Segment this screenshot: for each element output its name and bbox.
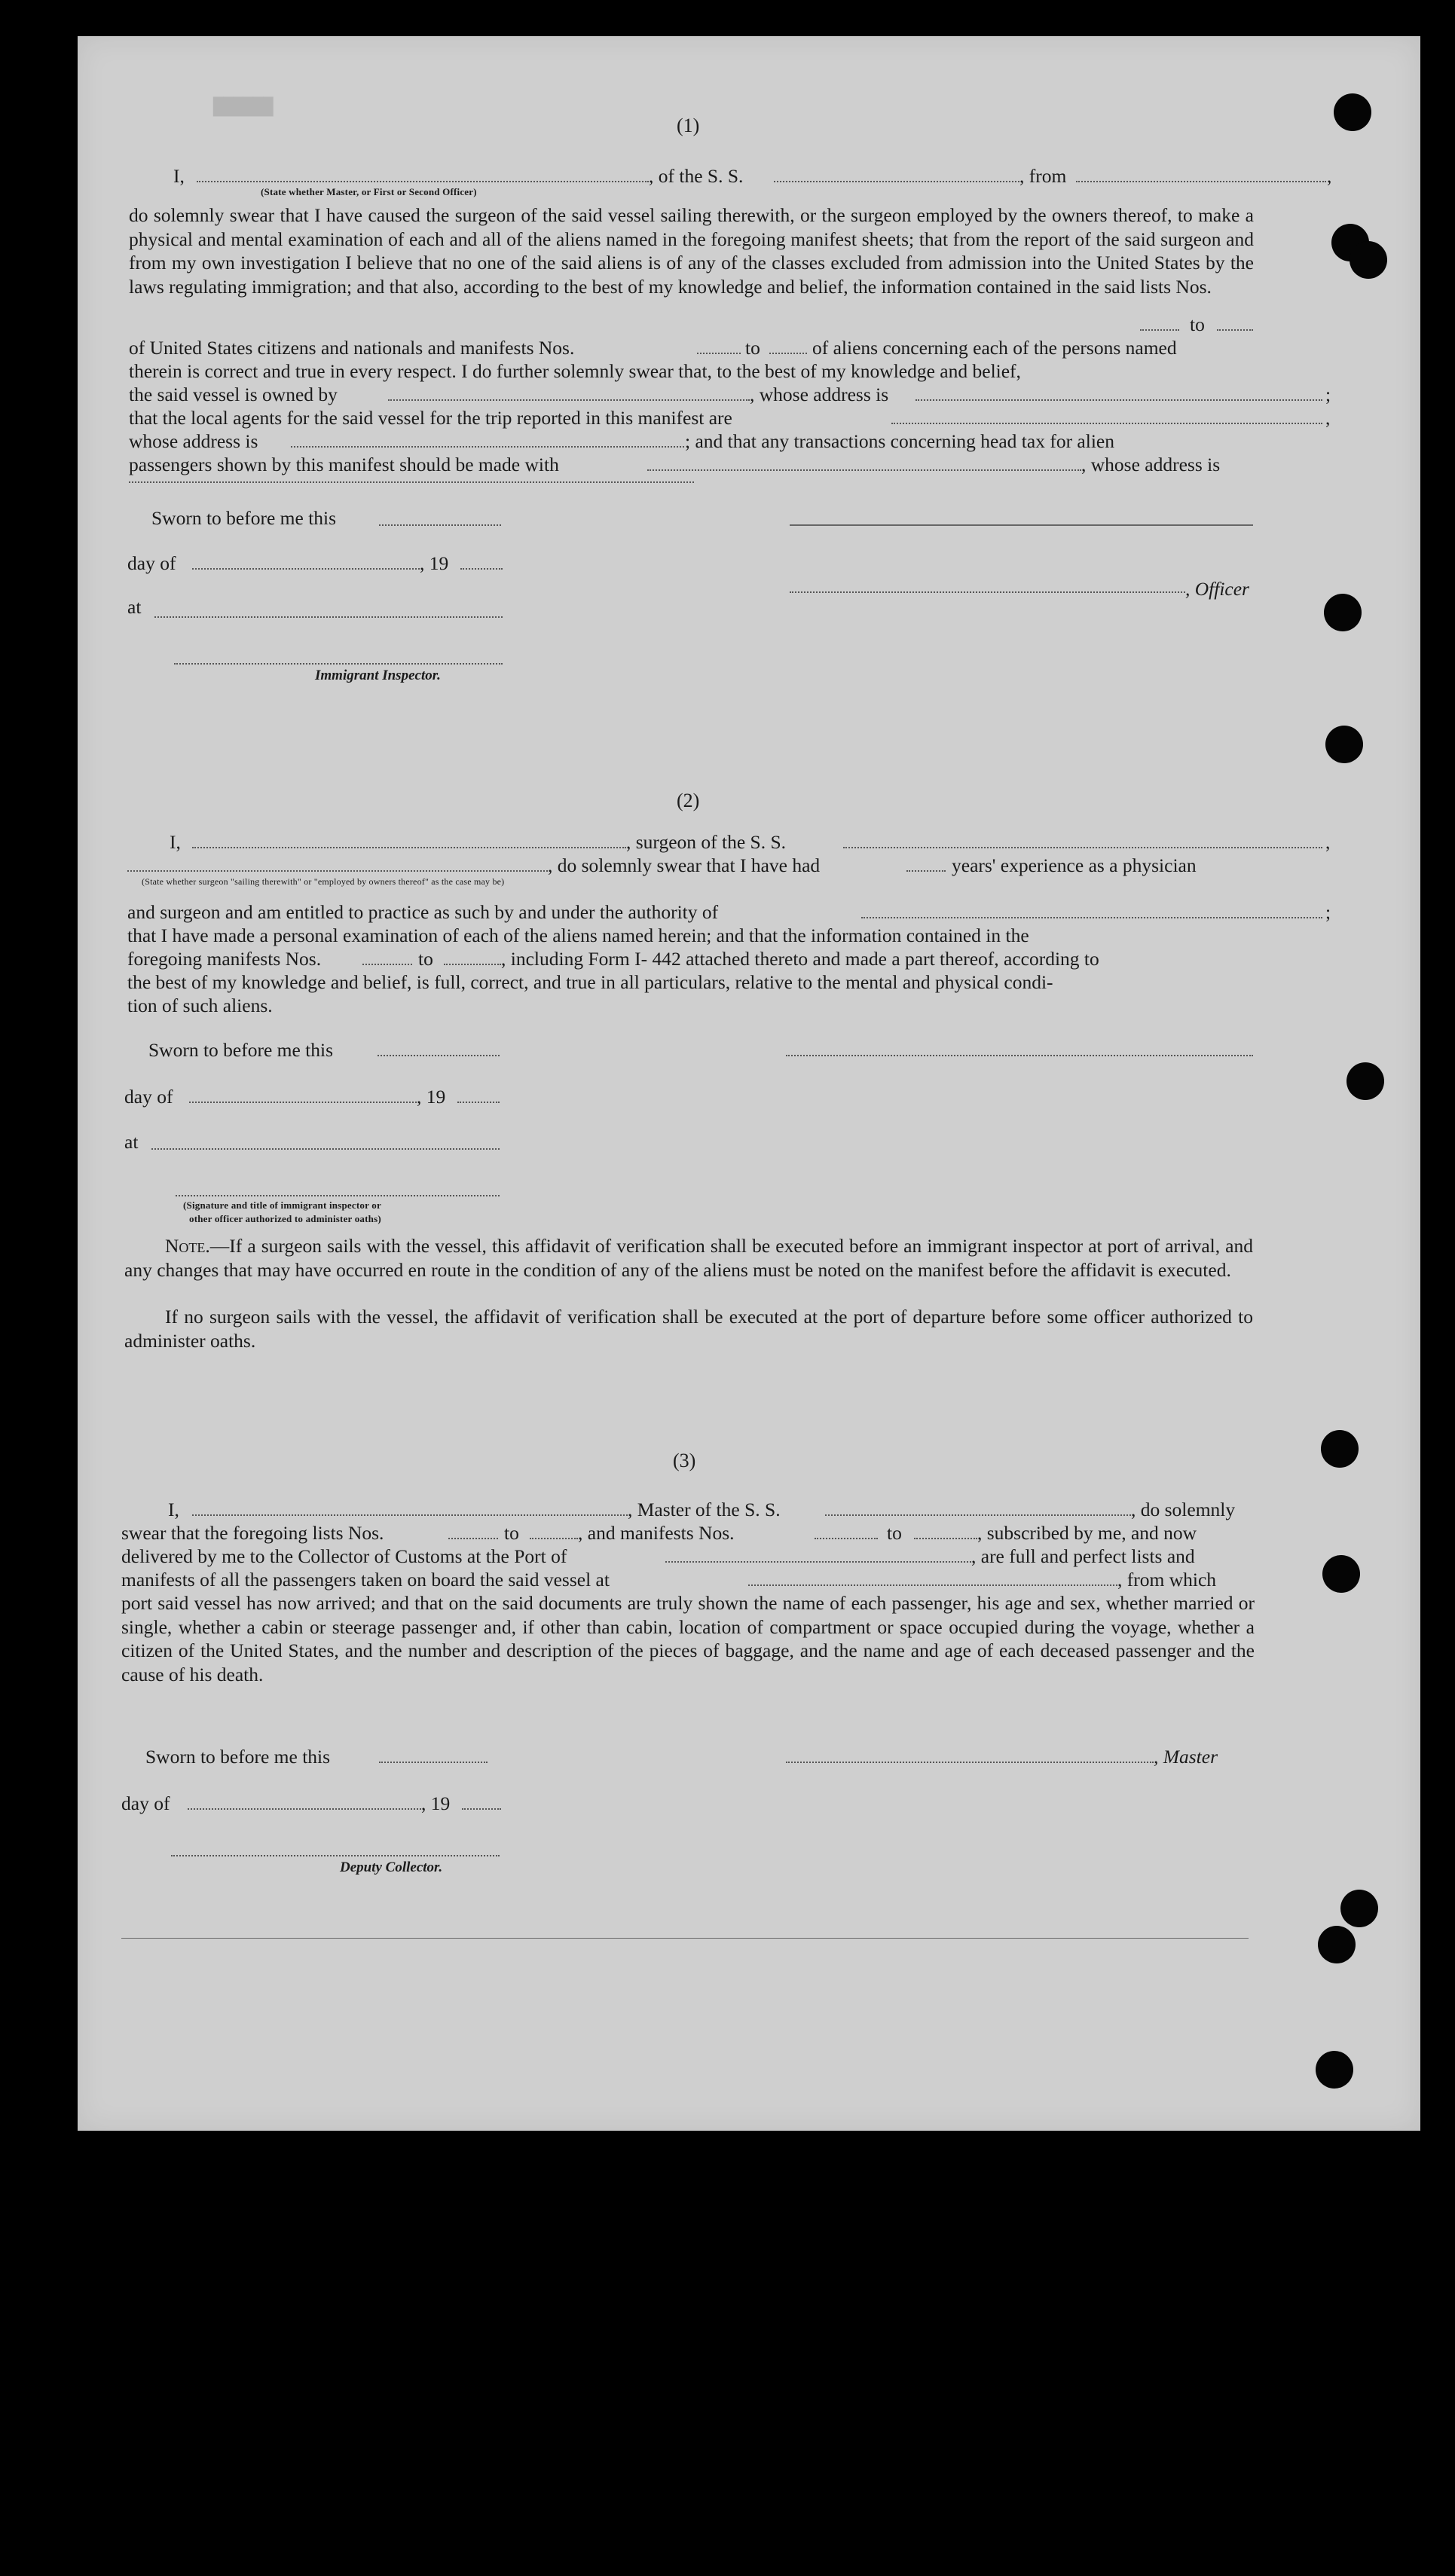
s1-semicolon-1: ; <box>1325 383 1331 405</box>
s3-manifests-to-label: to <box>887 1522 902 1544</box>
s1-owner-address-field[interactable] <box>915 399 1322 401</box>
s1-year-field[interactable] <box>460 568 503 570</box>
s2-year-field[interactable] <box>457 1102 500 1103</box>
s3-manifests-to-field[interactable] <box>914 1538 977 1539</box>
s2-foregoing-from-field[interactable] <box>362 964 412 965</box>
s3-swear-lists-label: swear that the foregoing lists Nos. <box>121 1522 384 1544</box>
s3-delivered-label: delivered by me to the Collector of Customs at the Port of <box>121 1545 567 1567</box>
s2-examination-text: that I have made a personal examination of each of the aliens named herein; and that the information contained in the <box>127 924 1029 946</box>
bleed-through-text: ██████ <box>213 98 274 117</box>
s3-port-field[interactable] <box>665 1561 971 1563</box>
s1-local-agents-label: that the local agents for the said vessel for the trip reported in this manifest are <box>129 407 732 429</box>
s3-full-perfect-label: , are full and perfect lists and <box>971 1545 1195 1567</box>
s1-owner-address-label: , whose address is <box>750 383 889 405</box>
s3-sworn-label: Sworn to before me this <box>145 1746 331 1768</box>
s3-year-label: , 19 <box>421 1792 451 1814</box>
s2-vessel-name-field[interactable] <box>843 847 1322 848</box>
s2-foregoing-label: foregoing manifests Nos. <box>127 948 322 970</box>
s3-manifests-label: , and manifests Nos. <box>578 1522 735 1544</box>
s2-no-surgeon-paragraph: If no surgeon sails with the vessel, the affidavit of verification shall be executed at the port of departure before some officer authorized to administer oaths. <box>124 1306 1253 1352</box>
s2-at-label: at <box>124 1131 139 1153</box>
s2-belief-text: the best of my knowledge and belief, is full, correct, and true in all particulars, relative to the mental and physical condi- <box>127 971 1053 993</box>
punch-hole-7 <box>1321 1430 1359 1468</box>
s1-owned-by-label: the said vessel is owned by <box>129 383 338 405</box>
s2-swear-label: , do solemnly swear that I have had <box>548 854 821 876</box>
s1-officer-name-field[interactable] <box>197 181 649 182</box>
s3-master-name-field[interactable] <box>192 1514 628 1516</box>
s2-note-paragraph <box>124 1234 1253 1282</box>
s1-agent-address-field[interactable] <box>291 446 684 448</box>
s2-day-of-field[interactable] <box>189 1102 417 1103</box>
s2-foregoing-to-field[interactable] <box>444 964 501 965</box>
s3-lists-from-field[interactable] <box>448 1538 498 1539</box>
s1-head-tax-agent-field[interactable] <box>647 469 1081 471</box>
s2-day-of-label: day of <box>124 1086 173 1108</box>
s1-manifests-to-label: to <box>745 337 760 359</box>
s1-lists-to-field[interactable] <box>1217 329 1253 331</box>
s3-day-of-field[interactable] <box>188 1808 421 1810</box>
punch-hole-9 <box>1340 1890 1378 1927</box>
s2-sig-caption-2: other officer authorized to administer oaths) <box>189 1213 381 1224</box>
s1-comma: , <box>1327 165 1332 187</box>
s1-local-agents-field[interactable] <box>891 423 1322 424</box>
s1-manifests-from-field[interactable] <box>697 353 741 354</box>
s2-i-label: I, <box>170 831 181 853</box>
section-3-number: (3) <box>673 1450 696 1471</box>
punch-hole-6 <box>1346 1062 1384 1100</box>
s2-comma: , <box>1325 831 1331 853</box>
s3-subscribed-label: , subscribed by me, and now <box>977 1522 1197 1544</box>
s2-sworn-label: Sworn to before me this <box>148 1039 334 1061</box>
s2-sworn-date-field[interactable] <box>378 1055 500 1056</box>
s1-lists-from-field[interactable] <box>1140 329 1179 331</box>
s1-officer-text: , Officer <box>1185 578 1249 600</box>
s3-boarding-port-field[interactable] <box>748 1584 1117 1586</box>
s1-sworn-label: Sworn to before me this <box>151 507 337 529</box>
bottom-rule <box>121 1938 1249 1939</box>
s1-citizens-label: of United States citizens and nationals and manifests Nos. <box>129 337 575 359</box>
s1-of-ss-label: , of the S. S. <box>649 165 744 187</box>
section-1-number: (1) <box>677 115 700 136</box>
s1-inspector-label: Immigrant Inspector. <box>315 668 441 683</box>
manifest-sheet <box>78 36 1420 2131</box>
s2-years-label: years' experience as a physician <box>952 854 1197 876</box>
punch-hole-10 <box>1318 1926 1356 1963</box>
punch-hole-8 <box>1322 1555 1360 1593</box>
s2-sig-caption-1: (Signature and title of immigrant inspector or <box>183 1199 381 1211</box>
s1-vessel-name-field[interactable] <box>774 181 1019 182</box>
s2-note-label: Note. <box>165 1235 210 1257</box>
s1-master-caption: (State whether Master, or First or Second Officer) <box>261 186 477 197</box>
s1-agent-address-label: whose address is <box>129 430 258 452</box>
s2-inspector-signature-field[interactable] <box>176 1195 500 1196</box>
s3-deputy-signature-field[interactable] <box>171 1855 500 1856</box>
s1-owner-field[interactable] <box>388 399 750 401</box>
s2-surgeon-type-field[interactable] <box>127 870 548 872</box>
s1-sworn-date-field[interactable] <box>379 524 501 526</box>
s3-master-label <box>1154 1745 1218 1769</box>
punch-hole-5 <box>1325 726 1363 763</box>
s2-foregoing-to-label: to <box>418 948 433 970</box>
s1-at-label: at <box>127 596 142 618</box>
s3-manifests-all-label: manifests of all the passengers taken on board the said vessel at <box>121 1569 610 1591</box>
s1-officer-label <box>1185 577 1249 601</box>
s3-lists-to-field[interactable] <box>530 1538 578 1539</box>
s3-vessel-name-field[interactable] <box>825 1514 1131 1516</box>
s2-at-field[interactable] <box>151 1148 500 1150</box>
s1-aliens-label: of aliens concerning each of the persons named <box>812 337 1177 359</box>
s3-manifests-from-field[interactable] <box>815 1538 878 1539</box>
s1-i-label: I, <box>173 165 185 187</box>
s3-year-field[interactable] <box>462 1808 501 1810</box>
s3-master-signature-field[interactable] <box>786 1762 1154 1763</box>
s2-note-text: —If a surgeon sails with the vessel, this affidavit of verification shall be executed before an immigrant inspector at port of arrival, and any changes that may have occurred en route in the condition of any of the aliens must be noted on the manifest before the affidavit is executed. <box>124 1235 1253 1281</box>
s3-sworn-date-field[interactable] <box>379 1762 488 1763</box>
s2-years-field[interactable] <box>906 870 946 872</box>
s3-master-text: , Master <box>1154 1746 1218 1768</box>
punch-hole-4 <box>1324 594 1362 631</box>
s1-year-label: , 19 <box>420 552 449 574</box>
s1-comma-2: , <box>1325 407 1331 429</box>
s3-from-which-label: , from which <box>1117 1569 1217 1591</box>
s3-master-of-label: , Master of the S. S. <box>628 1499 781 1520</box>
s1-from-label: , from <box>1019 165 1067 187</box>
s2-surgeon-caption: (State whether surgeon "sailing therewith" or "employed by owners thereof" as the case may be) <box>142 876 505 887</box>
s2-year-label: , 19 <box>417 1086 446 1108</box>
s2-authority-label: and surgeon and am entitled to practice as such by and under the authority of <box>127 901 719 923</box>
s1-day-of-label: day of <box>127 552 176 574</box>
s3-do-solemnly-label: , do solemnly <box>1131 1499 1236 1520</box>
s2-including-text: , including Form I- 442 attached thereto and made a part thereof, according to <box>501 948 1099 970</box>
s2-surgeon-of-label: , surgeon of the S. S. <box>626 831 787 853</box>
s1-oath-paragraph: do solemnly swear that I have caused the surgeon of the said vessel sailing therewith, or the surgeon employed by the owners thereof, to make a physical and mental examination of each and all of the aliens named in the foregoing manifest sheets; that from the report of the said surgeon and from my own investigation I believe that no one of the said aliens is of any of the classes excluded from admission into the United States by the laws regulating immigration; and that also, according to the best of my knowledge and belief, the information contained in the said lists Nos. <box>129 204 1254 298</box>
s2-surgeon-name-field[interactable] <box>192 847 626 848</box>
s2-surgeon-signature-field[interactable] <box>786 1055 1253 1056</box>
s3-deputy-label: Deputy Collector. <box>340 1859 443 1875</box>
s3-oath-paragraph: port said vessel has now arrived; and that on the said documents are truly shown the name of each passenger, his age and sex, whether married or single, whether a cabin or steerage passenger and, if other than cabin, location of compartment or space occupied during the voyage, whether a citizen of the United States, and the number and description of the pieces of baggage, and the name and age of each deceased passenger and the cause of his death. <box>121 1592 1255 1685</box>
s1-at-field[interactable] <box>154 616 503 618</box>
punch-hole-3 <box>1350 241 1387 279</box>
s3-i-label: I, <box>168 1499 179 1520</box>
s2-semicolon: ; <box>1325 901 1331 923</box>
punch-hole-1 <box>1334 93 1371 131</box>
punch-hole-11 <box>1316 2051 1353 2089</box>
s1-passengers-address-label: , whose address is <box>1081 454 1221 475</box>
s1-signature-line[interactable] <box>790 524 1253 526</box>
section-2-number: (2) <box>677 790 700 811</box>
s1-lists-to-label: to <box>1190 313 1205 335</box>
s1-passengers-address-field[interactable] <box>129 481 694 483</box>
s1-head-tax-text: ; and that any transactions concerning head tax for alien <box>685 430 1114 452</box>
s1-therein-text: therein is correct and true in every respect. I do further solemnly swear that, to the best of my knowledge and belief, <box>129 360 1021 382</box>
s1-inspector-signature-field[interactable] <box>174 663 503 665</box>
s1-manifests-to-field[interactable] <box>769 353 807 354</box>
s2-authority-field[interactable] <box>861 917 1322 918</box>
s1-passengers-label: passengers shown by this manifest should be made with <box>129 454 559 475</box>
s3-lists-to-label: to <box>504 1522 519 1544</box>
s1-from-port-field[interactable] <box>1076 181 1326 182</box>
s1-day-of-field[interactable] <box>192 568 420 570</box>
s2-aliens-text: tion of such aliens. <box>127 995 273 1016</box>
s3-day-of-label: day of <box>121 1792 170 1814</box>
s1-officer-signature-field[interactable] <box>790 591 1185 593</box>
